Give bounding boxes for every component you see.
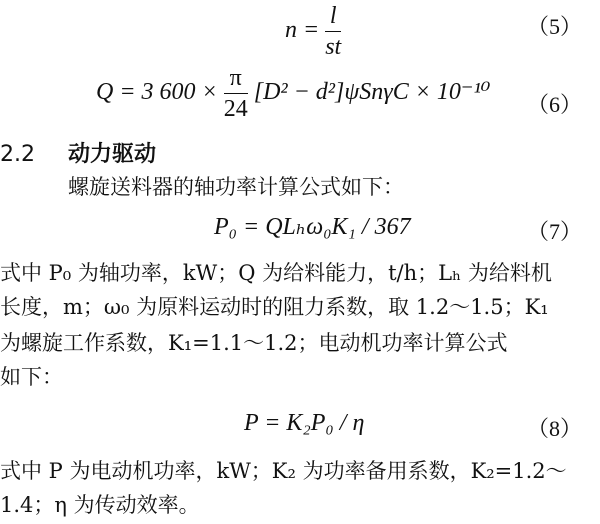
equation-5-lhs: n = [285, 17, 320, 44]
equation-5-number: （5） [526, 14, 582, 39]
equation-8-number: （8） [526, 416, 582, 441]
paragraph-2-line-2: 1.4；η 为传动效率。 [0, 493, 200, 517]
equation-6-body: [D² − d²]ψSnγC × 10⁻¹⁰ [253, 79, 491, 106]
equation-7 [214, 212, 411, 241]
equation-6-number: （6） [526, 92, 582, 117]
equation-5 [285, 4, 341, 59]
equation-8 [244, 410, 364, 437]
intro-paragraph: 螺旋送料器的轴功率计算公式如下： [68, 175, 404, 199]
paragraph-2-line-1: 式中 P 为电动机功率，kW；K₂ 为功率备用系数，K₂=1.2～ [0, 459, 567, 483]
equation-5-denominator: st [325, 34, 342, 60]
equation-6-denominator: 24 [223, 96, 248, 122]
equation-7-text: P₀ = QLₕω₀K₁ / 367 [214, 214, 411, 240]
equation-6-fraction [224, 66, 248, 121]
equation-8-text: P = K₂P₀ / η [244, 410, 365, 436]
section-title: 动力驱动 [68, 142, 157, 167]
paragraph-1-line-4: 如下： [0, 365, 63, 389]
equation-5-numerator: l [329, 3, 337, 29]
paragraph-1-line-1: 式中 P₀ 为轴功率，kW；Q 为给料能力，t/h；Lₕ 为给料机 [0, 261, 552, 285]
section-heading [0, 137, 156, 168]
equation-6-numerator: π [224, 66, 248, 94]
equation-5-fraction [325, 4, 341, 59]
section-number: 2.2 [0, 142, 35, 167]
paragraph-1-line-3: 为螺旋工作系数，K₁=1.1～1.2；电动机功率计算公式 [0, 331, 508, 355]
paragraph-1-line-2: 长度，m；ω₀ 为原料运动时的阻力系数，取 1.2～1.5；K₁ [0, 295, 549, 319]
equation-6 [96, 66, 490, 121]
equation-6-lhs: Q = 3 600 × [96, 79, 218, 106]
equation-7-number: （7） [526, 219, 582, 244]
